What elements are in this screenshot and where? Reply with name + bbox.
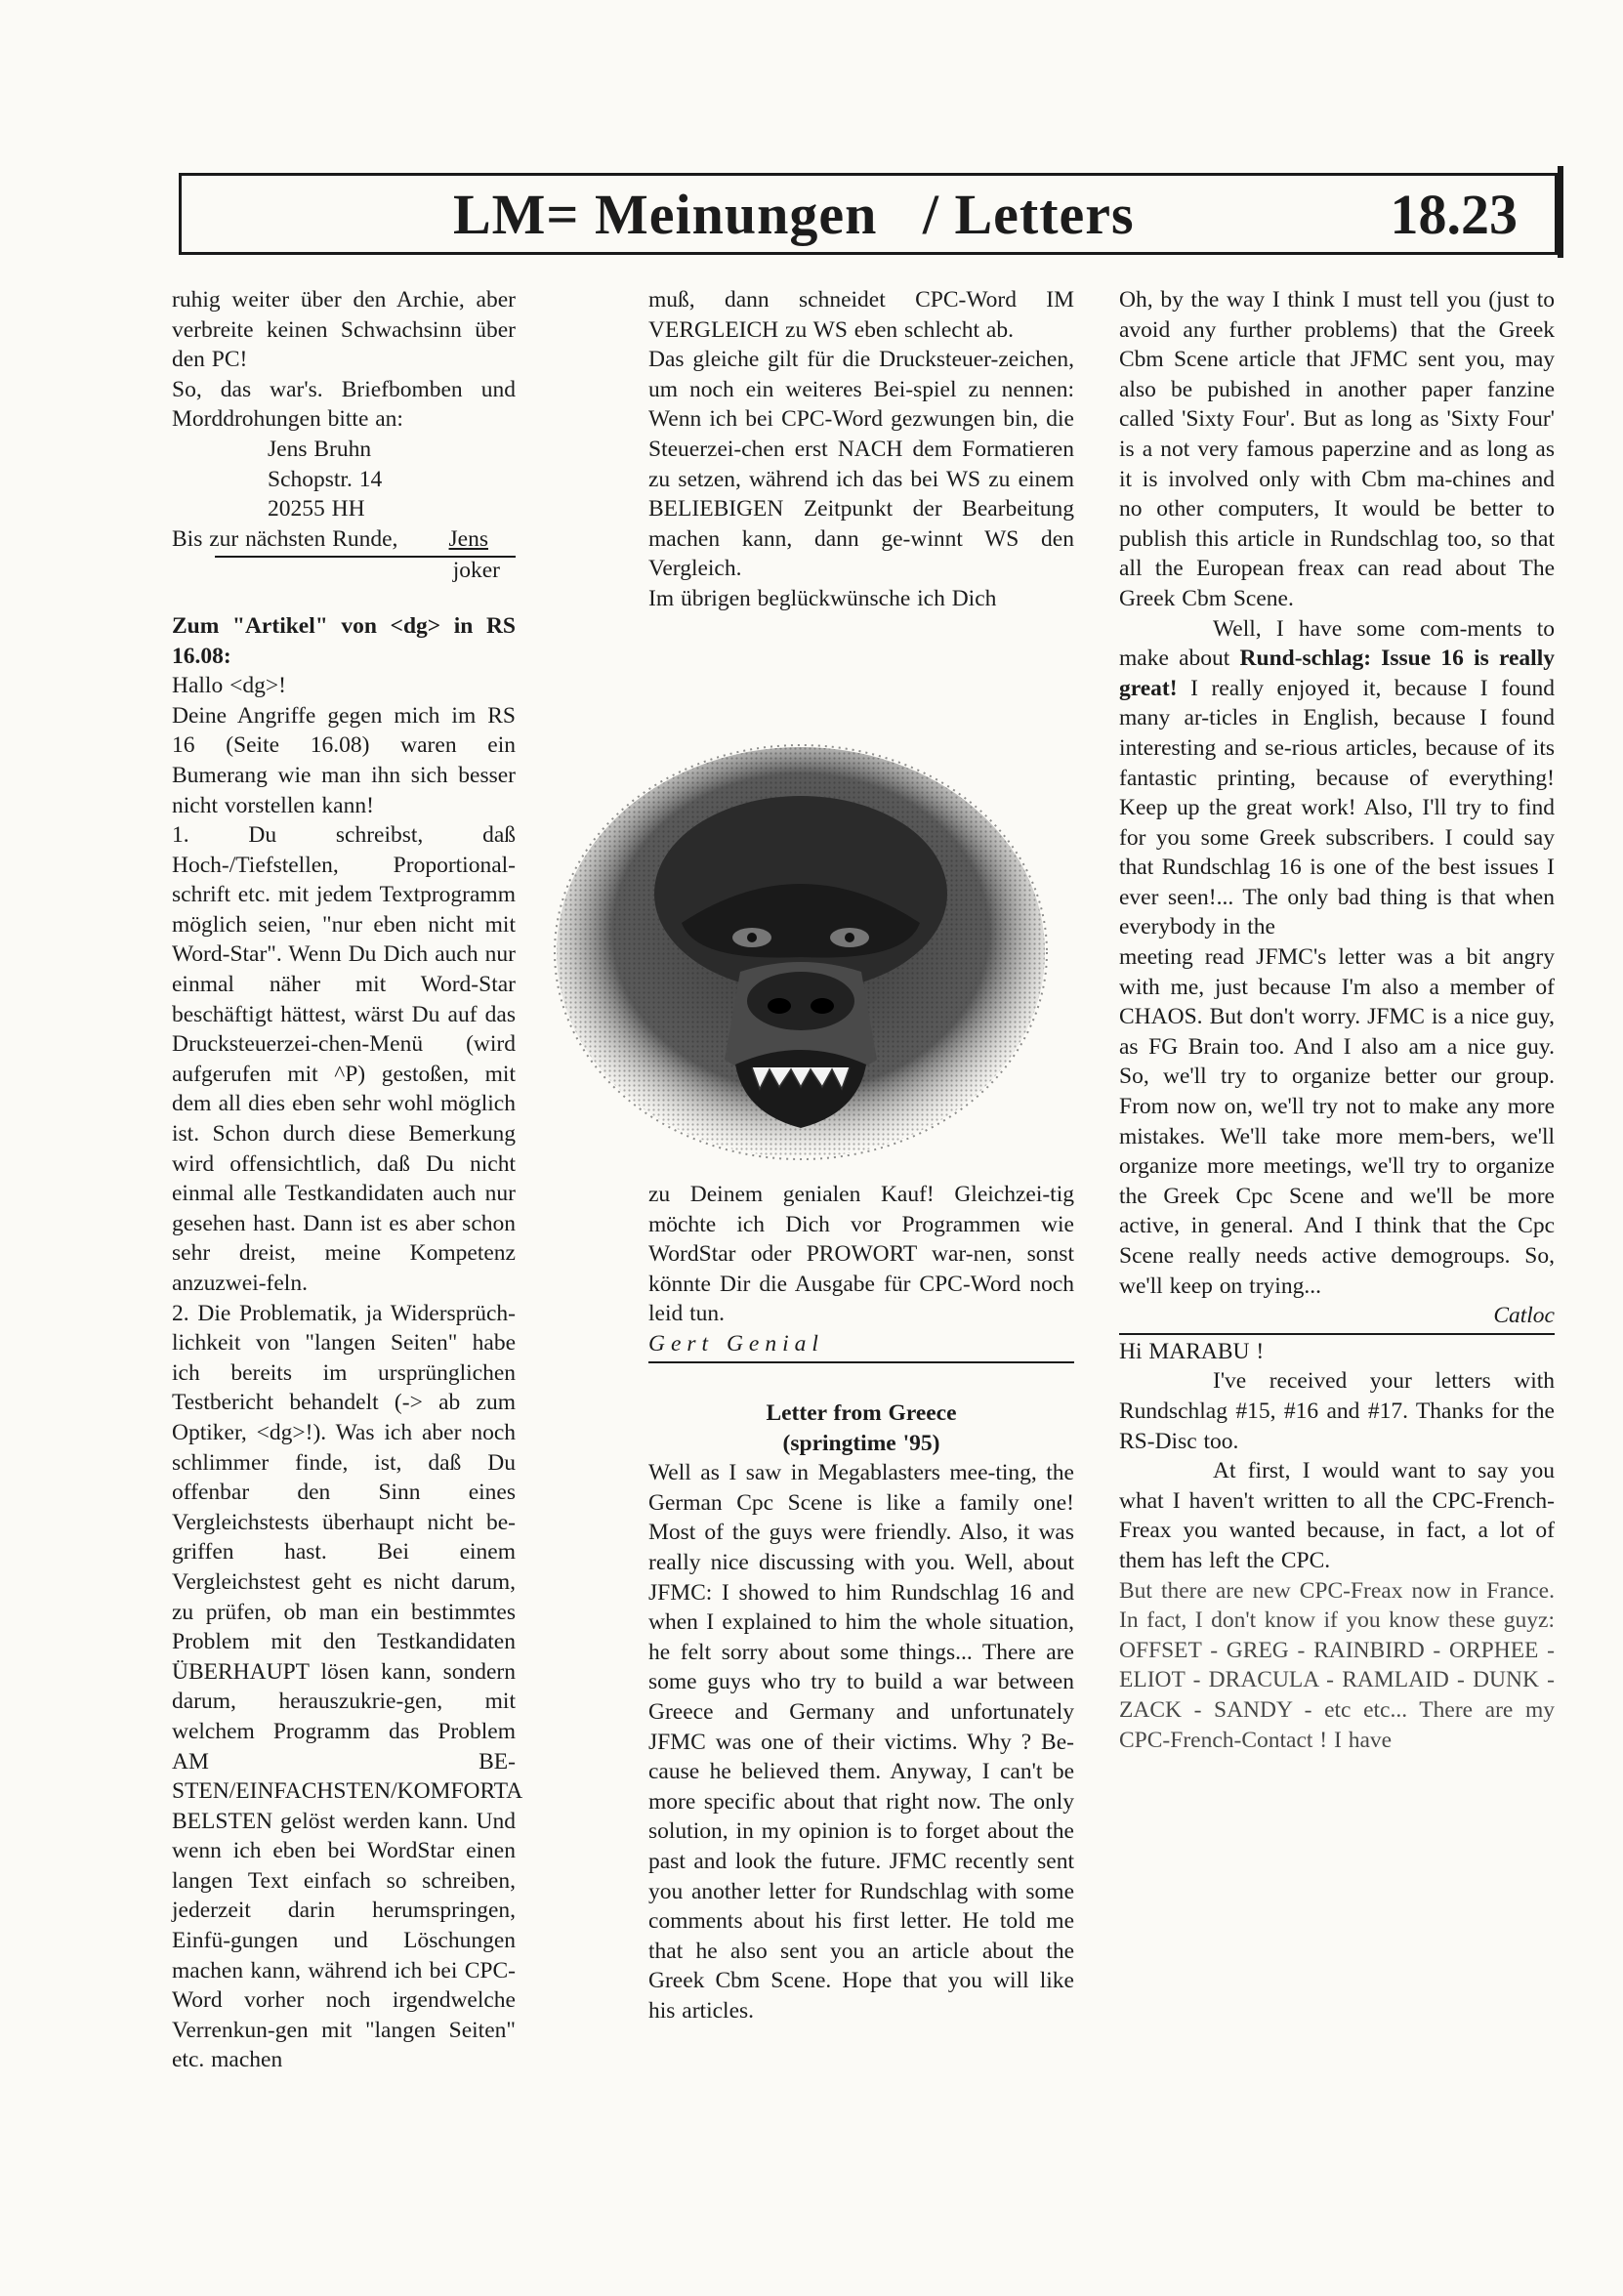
text-paragraph	[1119, 614, 1555, 943]
text-paragraph: 1. Du schreibst, daß Hoch-/Tiefstellen, Proportional-schrift etc. mit jedem Textprogramm möglich seien, "nur eben nicht mit Word-Star". Wenn Du Dich auch nur einmal näher mit Word-Star beschäftigt hättest, wärst Du auf das Drucksteuerzei-chen-Menü (wird aufgerufen mit ^P) gestoßen, mit dem all dies eben sehr wohl möglich ist. Schon durch diese Bemerkung wird offensichtlich, daß Du nicht einmal alle Testkandidaten auch nur gesehen hast. Dann ist es aber schon sehr dreist, meine Kompetenz anzuzwei-feln.	[172, 822, 516, 1296]
column-2-bottom	[648, 1398, 1074, 2025]
column-2-after-image	[648, 1180, 1074, 1365]
signature-name: Jens	[448, 525, 488, 552]
column-3-top	[1119, 285, 1555, 1755]
letter-subheading: (springtime '95)	[782, 1430, 940, 1456]
text-paragraph: Deine Angriffe gegen mich im RS 16 (Seite 16.08) waren ein Bumerang wie man ihn sich besser nicht vorstellen kann!	[172, 702, 516, 818]
text-paragraph: So, das war's. Briefbomben und Morddrohungen bitte an:	[172, 376, 516, 433]
text-paragraph: zu Deinem genialen Kauf! Gleichzei-tig möchte ich Dich vor Programmen wie WordStar oder PROWORT war-nen, sonst könnte Dir die Ausgabe für CPC-Word noch leid tun.	[648, 1182, 1074, 1327]
column-2-top	[648, 285, 1074, 614]
closing-line	[172, 524, 516, 555]
column-1	[172, 285, 523, 2075]
signature-name: Gert Genial	[648, 1330, 824, 1357]
text-paragraph: ruhig weiter über den Archie, aber verbreite keinen Schwachsinn über den PC!	[172, 287, 516, 373]
text-span: I really enjoyed it, because I found many ar-ticles in English, because I found interesting and se-rious articles, because of its fantastic printing, because of everything! Keep up the great work! Also, I'll try to find for you some Greek subscribers. I could say that Rundschlag 16 is one of the best issues I ever seen!... The only bad thing is that when everybody in the	[1119, 675, 1555, 940]
text-paragraph: 2. Die Problematik, ja Widersprüch-lichkeit von "langen Seiten" habe ich bereits im ursprünglichen Testbericht behandelt (-> ab zum Optiker, <dg>!). Was ich aber noch schlimmer finde, ist, daß Du offenbar den Sinn eines Vergleichstests überhaupt nicht be-griffen hast. Bei einem Vergleichstest geht es nicht darum, zu prüfen, ob man ein bestimmtes Problem mit den Testkandidaten ÜBERHAUPT lösen kann, sondern darum, herauszukrie-gen, mit welchem Programm das Problem AM BE-STEN/EINFACHSTEN/KOMFORTA BELSTEN gelöst werden kann. Und wenn ich eben bei WordStar einen langen Text einfach so schreiben, jederzeit darin herumspringen, Einfü-gungen und Löschungen machen kann, während ich bei CPC-Word vorher noch irgendwelche Verrenkun-gen mit "langen Seiten" etc. machen	[172, 1300, 523, 2073]
emphasis: Rund-schlag: Issue 16 is really great!	[1119, 646, 1555, 701]
text-paragraph: Im übrigen beglückwünsche ich Dich	[648, 585, 997, 611]
text-paragraph: meeting read JFMC's letter was a bit angry with me, just because I'm also a member of CHAOS. But don't worry. JFMC is a nice guy, as FG Brain too. And I also am a nice guy. So, we'll try to organize better our group. From now on, we'll try not to make any more mistakes. We'll take more mem-bers, we'll organize more meetings, we'll try to organize the Greek Cpc Scene and we'll be more active, in general. And I think that the Cpc Scene really needs active demogroups. So, we'll keep on trying...	[1119, 944, 1555, 1299]
text-paragraph: Oh, by the way I think I must tell you (just to avoid any further problems) that the Greek Cbm Scene article that JFMC sent you, may also be pubished in another paper fanzine called 'Sixty Four'. But as long as 'Sixty Four' is a not very famous paperzine and as long as it is involved only with Cbm ma-chines and no other computers, It would be better to publish this article in Rundschlag too, so that all the European freax can read about The Greek Cbm Scene.	[1119, 287, 1555, 611]
text-span: Well, I have some com-ments to make about	[1119, 615, 1555, 672]
letter-heading: Letter from Greece	[766, 1400, 957, 1426]
greeting: Hi MARABU !	[1119, 1338, 1265, 1364]
gorilla-illustration	[535, 728, 1070, 1187]
text-paragraph: I've received your letters with Rundschlag #15, #16 and #17. Thanks for the RS-Disc too.	[1119, 1368, 1555, 1454]
header-shadow	[1558, 166, 1563, 258]
closing-text: Bis zur nächsten Runde,	[172, 525, 398, 552]
greeting: Hallo <dg>!	[172, 673, 286, 699]
signature-rule	[648, 1361, 1074, 1363]
text-paragraph: But there are new CPC-Freax now in France. In fact, I don't know if you know these guyz: OFFSET - GREG - RAINBIRD - ORPHEE - ELIOT - DRACULA - RAMLAID - DUNK - ZACK - SANDY - etc etc... There are my CPC-French-Contact ! I have	[1119, 1577, 1555, 1753]
page-header	[179, 173, 1558, 255]
text-paragraph: At first, I would want to say you what I haven't written to all the CPC-French-Freax you wanted because, in fact, a lot of them has left the CPC.	[1119, 1458, 1555, 1573]
signature-name: Catloc	[1493, 1303, 1555, 1329]
section-title: LM= Meinungen / Letters	[453, 183, 1135, 246]
page-number: 18.23	[1390, 183, 1518, 246]
address-line: 20255 HH	[268, 496, 365, 522]
text-paragraph: Das gleiche gilt für die Drucksteuer-zeichen, um noch ein weiteres Bei-spiel zu nennen: Wenn ich bei CPC-Word gezwungen bin, die Steuerzei-chen erst NACH dem Formatieren zu setzen, während ich das bei WS zu einem BELIEBIGEN Zeitpunkt der Bearbeitung machen kann, dann ge-winnt WS den Vergleich.	[648, 347, 1074, 582]
address-line: Jens Bruhn	[268, 436, 372, 462]
text-paragraph: Well as I saw in Megablasters mee-ting, the German Cpc Scene is like a family one! Most of the guys were friendly. Also, it was really nice discussing with you. Well, about JFMC: I showed to him Rundschlag 16 and when I explained to him the whole situation, he felt sorry about some things... There are some guys who try to build a war between Greece and Germany and unfortunately JFMC was one of their victims. Why ? Be-cause he believed them. Anyway, I can't be more specific about that right now. The only solution, in my opinion is to forget about the past and look the future. JFMC recently sent you another letter for Rundschlag with some comments about his first letter. He told me that he also sent you an article about the Greek Cbm Scene. Hope that you will like his articles.	[648, 1460, 1074, 2024]
text-paragraph: muß, dann schneidet CPC-Word IM VERGLEICH zu WS eben schlecht ab.	[648, 287, 1074, 343]
signature-rule	[1119, 1333, 1555, 1335]
address-line: Schopstr. 14	[268, 466, 383, 492]
signature-handle: joker	[452, 558, 500, 584]
article-heading: Zum "Artikel" von <dg> in RS 16.08:	[172, 612, 516, 669]
